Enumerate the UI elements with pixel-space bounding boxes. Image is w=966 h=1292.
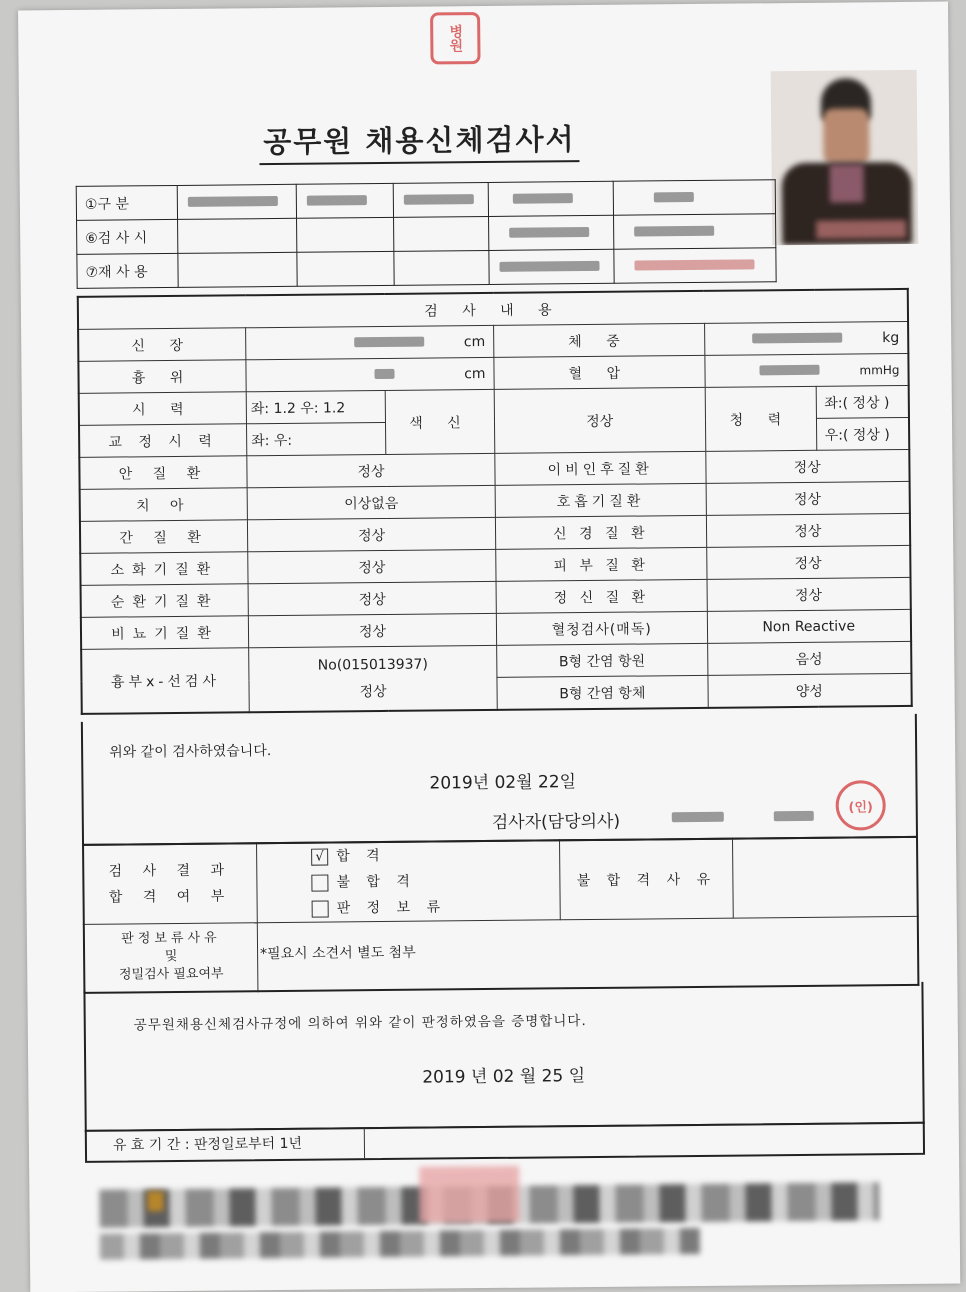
vision-label: 시 력 [79, 392, 247, 426]
color-value: 정상 [494, 387, 705, 453]
header-redacted [614, 248, 776, 284]
examiner-seal-mark: (인) [848, 799, 874, 816]
exam-date: 2019년 02월 22일 [429, 772, 577, 794]
examiner-name-redacted [774, 811, 814, 821]
hbv-antigen-value: 음성 [707, 641, 911, 675]
redacted-footer [99, 1161, 960, 1279]
vision-value: 좌: 1.2 우: 1.2 [246, 390, 385, 423]
header-label-reuse: ⑦재 사 용 [77, 253, 178, 288]
result-option-pass[interactable] [311, 841, 559, 869]
row-label: 피 부 질 환 [496, 547, 707, 581]
row-value: 정상 [247, 517, 495, 551]
row-label: 호흡기질환 [495, 483, 706, 517]
examiner-seal [835, 780, 885, 830]
height-label: 신 장 [78, 328, 246, 362]
row-label: 이비인후질환 [495, 451, 706, 485]
weight-label: 체 중 [494, 323, 705, 357]
row-value: 정상 [247, 453, 495, 487]
row-value: 정상 [248, 549, 496, 583]
header-label-category: ①구 분 [76, 185, 177, 220]
certify-statement: 공무원채용신체검사규정에 의하여 위와 같이 판정하였음을 증명합니다. [133, 1013, 587, 1034]
result-options [257, 840, 561, 922]
result-label-2: 합 격 여 부 [108, 888, 233, 906]
header-empty [297, 217, 394, 252]
row-value: 정상 [248, 581, 496, 615]
row-label: 치 아 [80, 488, 248, 522]
row-label: 간 질 환 [80, 520, 248, 554]
corrected-label: 교 정 시 력 [79, 424, 247, 458]
row-label: 혈청검사(매독) [496, 611, 707, 645]
checkbox-pass[interactable]: √ [311, 848, 328, 865]
exam-statement-box [81, 714, 918, 846]
examiner-name-redacted [672, 812, 724, 822]
exam-statement: 위와 같이 검사하였습니다. [109, 743, 272, 761]
row-value: 정상 [707, 577, 911, 611]
hbv-antibody-value: 양성 [707, 673, 911, 707]
result-label-1: 검 사 결 과 [108, 862, 233, 880]
row-label: 소화기질환 [80, 552, 248, 586]
row-label: 안 질 환 [79, 456, 247, 490]
hbv-antibody-label: B형 간염 항체 [497, 675, 708, 710]
xray-cell [249, 645, 498, 712]
photo-collar [830, 164, 864, 202]
row-label: 신 경 질 환 [495, 515, 706, 549]
chest-label: 흉 위 [78, 360, 246, 394]
hbv-antigen-label: B형 간염 항원 [497, 643, 708, 677]
row-value: Non Reactive [707, 609, 911, 643]
fail-reason-label: 불 합 격 사 유 [560, 839, 734, 920]
header-empty [297, 251, 394, 286]
header-redacted [489, 249, 614, 284]
header-redacted [177, 184, 296, 219]
top-seal-stamp [430, 12, 480, 64]
hold-reason-label-1: 판정보류사유 [121, 930, 221, 947]
header-empty [394, 250, 489, 285]
fail-reason-value [733, 837, 918, 918]
photo-face [823, 108, 870, 164]
color-label: 색 신 [385, 389, 495, 454]
exam-table [77, 288, 913, 715]
result-option-hold[interactable] [312, 893, 560, 921]
header-redacted [614, 214, 776, 250]
result-option-label: 합 격 [336, 847, 386, 865]
redacted-block [100, 1228, 700, 1260]
header-redacted [393, 182, 488, 217]
row-value: 이상없음 [247, 485, 495, 519]
redacted-stamp [419, 1166, 520, 1223]
validity-text: 유 효 기 간 : 판정일로부터 1년 [87, 1128, 365, 1161]
result-option-label: 판 정 보 류 [336, 899, 447, 917]
row-label: 순환기질환 [81, 584, 249, 618]
row-value: 정상 [706, 513, 910, 547]
section-title: 검 사 내 용 [78, 289, 908, 329]
result-table [82, 836, 919, 994]
header-table [76, 179, 777, 289]
row-value: 정상 [705, 449, 909, 483]
header-redacted [489, 215, 614, 250]
redacted-accent [147, 1191, 163, 1211]
photo-stamp-overlay [816, 220, 906, 239]
hold-reason-label-3: 정밀검사 필요여부 [118, 966, 224, 983]
bp-cell [704, 353, 908, 387]
hold-reason-label-2: 및 [164, 949, 178, 965]
chest-cell [246, 357, 494, 391]
top-seal-text: 병원 [447, 24, 464, 53]
result-option-fail[interactable] [311, 867, 559, 895]
header-redacted [613, 180, 775, 216]
applicant-photo [771, 70, 919, 245]
header-empty [178, 252, 297, 287]
row-label: 정 신 질 환 [496, 579, 707, 613]
bp-label: 혈 압 [494, 355, 705, 389]
row-value: 정상 [706, 481, 910, 515]
examiner-label: 검사자(담당의사) [491, 811, 621, 833]
header-redacted [488, 181, 613, 216]
checkbox-fail[interactable] [311, 874, 328, 891]
chest-unit: cm [464, 365, 486, 382]
header-redacted [296, 183, 393, 218]
result-option-label: 불 합 격 [336, 873, 416, 891]
row-label: 비뇨기질환 [81, 616, 249, 650]
document-page [18, 2, 960, 1292]
corrected-value: 좌: 우: [246, 422, 385, 455]
header-empty [394, 216, 489, 251]
weight-unit: kg [882, 329, 900, 346]
xray-number: No(015013937) [317, 656, 428, 674]
xray-label: 흉부x-선검사 [81, 648, 249, 714]
header-empty [178, 218, 297, 253]
hearing-right: 우:( 정상 ) [816, 417, 909, 450]
validity-row [85, 1122, 925, 1163]
certify-date: 2019 년 02 월 25 일 [422, 1066, 586, 1088]
xray-value: 정상 [359, 683, 387, 700]
hearing-label: 청 력 [705, 386, 817, 451]
header-label-exam: ⑥검 사 시 [77, 219, 178, 254]
height-cell [246, 325, 494, 359]
bp-unit: mmHg [859, 362, 900, 377]
result-label-cell [83, 843, 257, 924]
document-title: 공무원 채용신체검사서 [259, 117, 580, 165]
hold-reason-label-cell [84, 923, 258, 993]
height-unit: cm [463, 333, 486, 350]
checkbox-hold[interactable] [312, 900, 329, 917]
hold-reason-value: *필요시 소견서 별도 첨부 [257, 916, 918, 990]
certify-box [83, 982, 924, 1132]
row-value: 정상 [706, 545, 910, 579]
hearing-left: 좌:( 정상 ) [816, 385, 909, 418]
row-value: 정상 [248, 613, 496, 647]
weight-cell [704, 321, 908, 355]
